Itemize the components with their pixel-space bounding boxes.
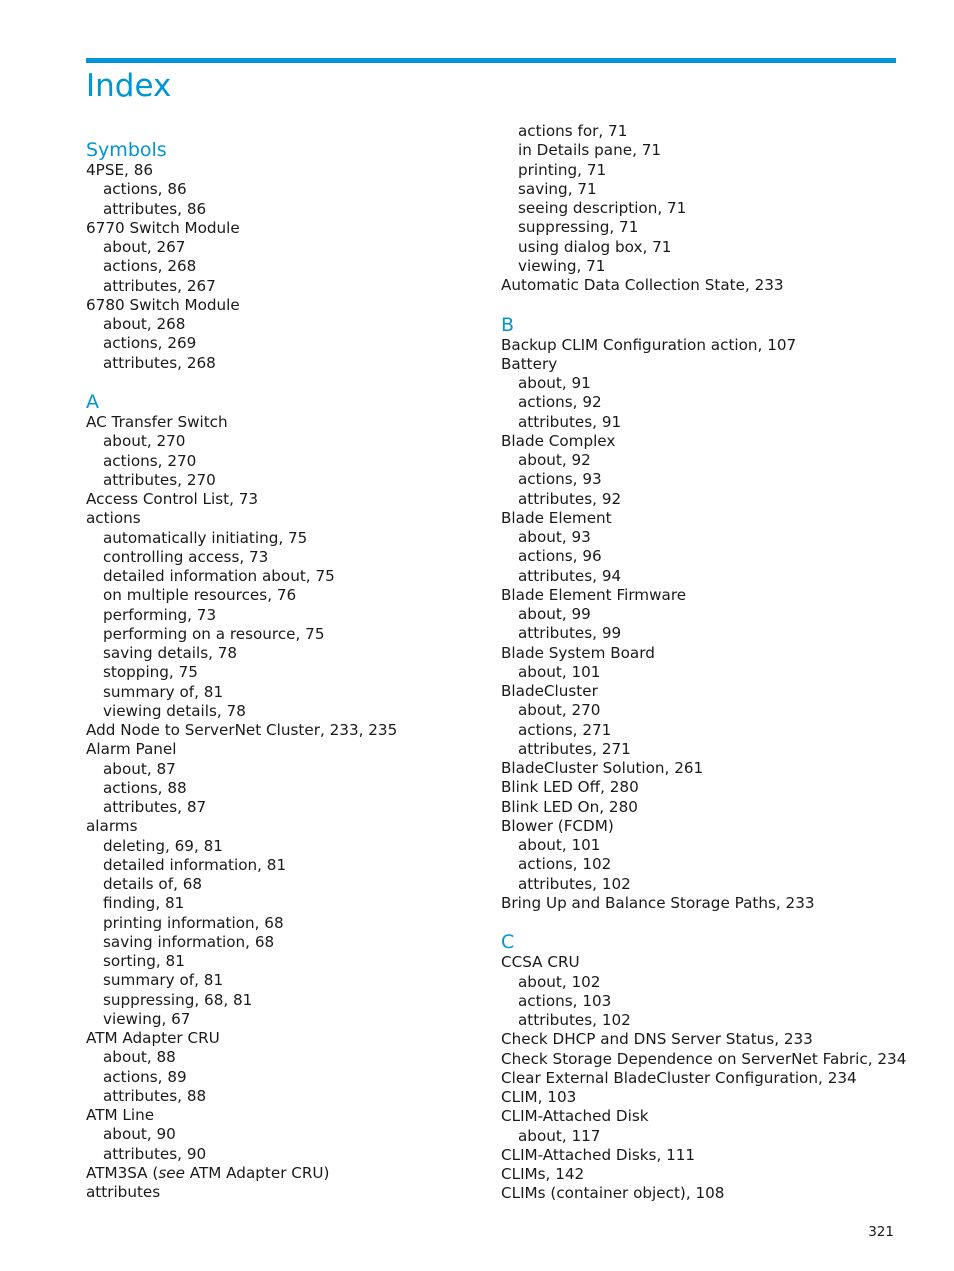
index-subentry: attributes, 99 [518, 624, 622, 643]
index-subentry: about, 92 [518, 451, 591, 469]
index-subentry: viewing, 71 [518, 256, 606, 275]
index-column-left [86, 140, 486, 1202]
index-entry: Check Storage Dependence on ServerNet Fabric, 234 [501, 1049, 907, 1068]
index-entry: Blade Element Firmware [501, 585, 687, 604]
index-subentry: actions, 103 [518, 991, 612, 1010]
index-entry: Blade System Board [501, 643, 655, 662]
index-subentry: about, 90 [103, 1125, 176, 1144]
index-entry: Blade Element [501, 508, 612, 527]
index-entry: actions [86, 509, 141, 528]
index-entry: Backup CLIM Configuration action, 107 [501, 335, 797, 354]
index-entry: Access Control List, 73 [86, 490, 259, 508]
index-subentry: attributes, 90 [103, 1144, 207, 1163]
index-subentry: stopping, 75 [103, 663, 198, 682]
index-subentry: attributes, 271 [518, 739, 631, 758]
index-entry: Add Node to ServerNet Cluster, 233, 235 [86, 721, 398, 739]
index-subentry: actions, 86 [103, 180, 187, 199]
index-see-reference: see [158, 1163, 185, 1182]
index-entry [86, 1164, 486, 1183]
index-subentry: about, 99 [518, 605, 591, 623]
index-entry: Blower (FCDM) [501, 816, 614, 835]
index-entry: AC Transfer Switch [86, 413, 228, 431]
index-entry: Clear External BladeCluster Configuration, 234 [501, 1068, 857, 1087]
index-subentry: deleting, 69, 81 [103, 836, 223, 855]
index-subentry: detailed information about, 75 [103, 567, 335, 585]
index-subentry: about, 87 [103, 759, 176, 778]
index-entry: Blink LED Off, 280 [501, 778, 639, 797]
index-subentry: actions for, 71 [518, 122, 628, 140]
index-section-heading: A [86, 391, 99, 413]
index-subentry: about, 101 [518, 836, 601, 854]
index-subentry: about, 270 [103, 432, 186, 451]
index-column-right [501, 122, 907, 1204]
index-section-heading: C [501, 931, 515, 954]
index-subentry: actions, 271 [518, 720, 612, 739]
index-subentry: on multiple resources, 76 [103, 586, 297, 605]
page-title: Index [86, 68, 172, 104]
index-subentry: about, 267 [103, 238, 186, 256]
index-subentry: attributes, 94 [518, 566, 622, 585]
index-entry: ATM Line [86, 1106, 155, 1124]
index-subentry: about, 88 [103, 1048, 176, 1067]
index-subentry: printing, 71 [518, 160, 607, 179]
index-entry: BladeCluster Solution, 261 [501, 759, 704, 777]
index-subentry: performing, 73 [103, 605, 217, 624]
index-entry: attributes [86, 1183, 161, 1201]
index-subentry: attributes, 86 [103, 199, 207, 218]
header-rule [86, 58, 896, 63]
index-subentry: about, 117 [518, 1126, 601, 1145]
index-entry: BladeCluster [501, 682, 598, 700]
index-subentry: detailed information, 81 [103, 855, 287, 874]
index-entry: CCSA CRU [501, 953, 580, 972]
index-subentry: attributes, 88 [103, 1086, 207, 1105]
index-entry: 6780 Switch Module [86, 295, 240, 314]
index-subentry: attributes, 102 [518, 1011, 631, 1029]
index-entry: ATM Adapter CRU [86, 1029, 220, 1047]
index-subentry: saving, 71 [518, 179, 597, 198]
page-number: 321 [868, 1224, 894, 1240]
index-subentry: controlling access, 73 [103, 547, 269, 566]
index-entry: CLIMs (container object), 108 [501, 1184, 725, 1203]
index-subentry: about, 101 [518, 662, 601, 681]
index-subentry: actions, 96 [518, 547, 602, 566]
index-section-heading: Symbols [86, 139, 167, 161]
index-subentry: actions, 268 [103, 257, 197, 276]
index-entry: Automatic Data Collection State, 233 [501, 276, 784, 294]
index-subentry: performing on a resource, 75 [103, 624, 325, 643]
index-subentry: saving details, 78 [103, 644, 238, 662]
index-subentry: actions, 270 [103, 451, 197, 470]
index-subentry: viewing details, 78 [103, 701, 246, 720]
index-subentry: viewing, 67 [103, 1009, 191, 1028]
index-entry-text: ATM3SA ( [86, 1163, 159, 1182]
index-subentry: actions, 93 [518, 470, 602, 489]
index-subentry: saving information, 68 [103, 932, 275, 951]
index-entry: Check DHCP and DNS Server Status, 233 [501, 1030, 813, 1049]
index-subentry: attributes, 91 [518, 412, 622, 431]
index-entry: CLIM, 103 [501, 1088, 577, 1106]
index-subentry: suppressing, 71 [518, 218, 639, 237]
index-entry: Bring Up and Balance Storage Paths, 233 [501, 893, 815, 912]
index-entry: 4PSE, 86 [86, 161, 154, 179]
index-subentry: attributes, 270 [103, 470, 216, 489]
index-subentry: details of, 68 [103, 875, 203, 893]
index-entry: Blink LED On, 280 [501, 797, 638, 816]
index-entry: Blade Complex [501, 431, 616, 450]
index-subentry: actions, 88 [103, 778, 187, 797]
index-subentry: finding, 81 [103, 894, 185, 913]
index-subentry: about, 91 [518, 374, 591, 392]
index-subentry: attributes, 102 [518, 874, 631, 893]
index-entry: 6770 Switch Module [86, 218, 240, 237]
index-subentry: about, 270 [518, 701, 601, 720]
index-subentry: suppressing, 68, 81 [103, 990, 253, 1009]
index-subentry: in Details pane, 71 [518, 141, 662, 160]
index-subentry: about, 268 [103, 315, 186, 333]
index-subentry: about, 93 [518, 528, 591, 546]
index-entry: alarms [86, 817, 138, 836]
index-subentry: printing information, 68 [103, 913, 284, 932]
index-subentry: attributes, 267 [103, 276, 216, 295]
index-subentry: actions, 269 [103, 334, 197, 353]
index-section-heading: B [501, 313, 515, 336]
index-subentry: actions, 102 [518, 855, 612, 874]
index-subentry: sorting, 81 [103, 952, 185, 970]
index-entry: CLIM-Attached Disks, 111 [501, 1145, 696, 1164]
index-subentry: summary of, 81 [103, 971, 224, 990]
index-entry: CLIMs, 142 [501, 1165, 585, 1183]
index-subentry: automatically initiating, 75 [103, 528, 308, 547]
index-entry-text: ATM Adapter CRU) [184, 1163, 330, 1182]
index-subentry: seeing description, 71 [518, 199, 687, 217]
index-subentry: attributes, 268 [103, 353, 216, 372]
index-entry: CLIM-Attached Disk [501, 1107, 649, 1126]
index-subentry: about, 102 [518, 972, 601, 991]
index-subentry: attributes, 92 [518, 489, 622, 508]
index-subentry: actions, 92 [518, 393, 602, 412]
index-subentry: summary of, 81 [103, 682, 224, 701]
index-entry: Battery [501, 354, 558, 373]
index-subentry: using dialog box, 71 [518, 237, 672, 256]
index-subentry: attributes, 87 [103, 798, 207, 816]
index-subentry: actions, 89 [103, 1067, 187, 1086]
index-entry: Alarm Panel [86, 740, 177, 759]
